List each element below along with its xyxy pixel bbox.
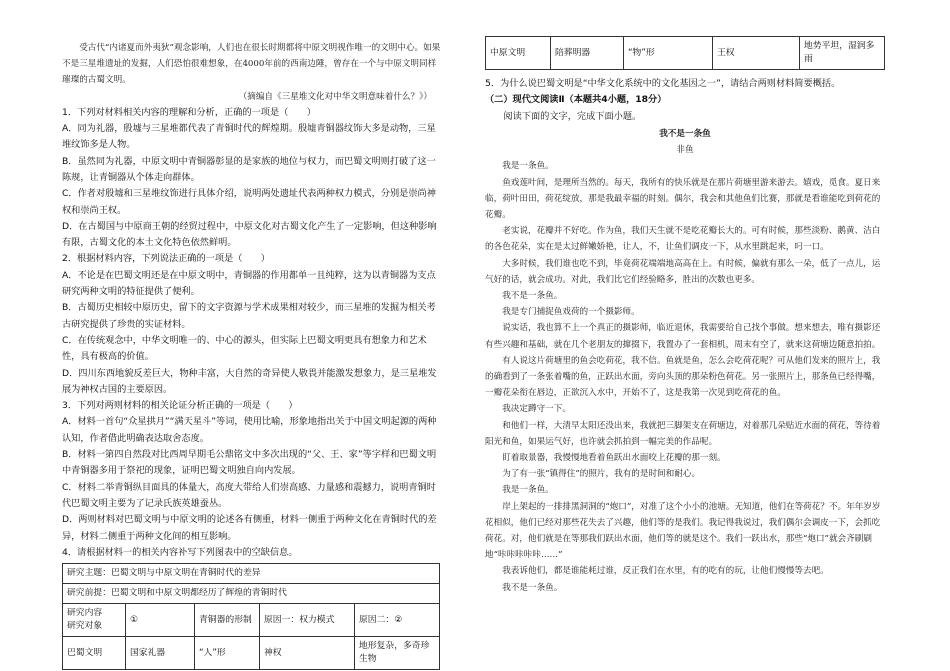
story-paragraph: 有人说这片荷塘里的鱼会吃荷花，我不信。鱼就是鱼，怎么会吃荷花呢？可从他们发来的照片上，我的确看到了一条张着嘴的鱼，正跃出水面，旁向头顶的那朵粉色荷花。另一张照片上，那条鱼已经得嘴，一瓣花朵衔在唇边，正欲沉入水中，开始不了，这是我第一次见到吃荷花的鱼。: [485, 355, 881, 399]
question-1-stem: 1．下列对材料相关内容的理解和分析，正确的一项是（ ）: [62, 106, 316, 118]
question-2-stem: 2．根据材料内容，下列说法正确的一项是（ ）: [62, 253, 270, 265]
q1-option-b[interactable]: B．虽然同为礼器，中原文明中青铜器彰显的是家族的地位与权力，而巴蜀文明则打破了这一陈规，让青铜器从个体走向群体。: [62, 155, 436, 183]
row-zhongyuan-object: 中原文明: [486, 37, 551, 70]
header-content-object: 研究内容 研究对象: [63, 604, 126, 637]
question-1: [62, 105, 442, 252]
header-reason-2[interactable]: 原因二：②: [355, 604, 440, 637]
q2-option-d[interactable]: D．四川东西地貌反差巨大，物种丰富，大自然的奇异使人敬畏并能激发想象力，是三星堆发展为神权古国的主要原因。: [62, 367, 437, 395]
header-blank-1[interactable]: ①: [126, 604, 195, 637]
q1-option-c[interactable]: C．作者对殷墟和三星堆纹饰进行具体介绍，说明两处遗址代表两种权力模式，分别是崇尚神权和崇尚王权。: [62, 188, 436, 216]
row-zhongyuan-reason: 地势平坦，湿润多雨: [800, 37, 885, 70]
research-table: [62, 563, 440, 670]
story-paragraph: 我不是一条鱼。: [502, 290, 563, 301]
q1-option-d[interactable]: D．在古蜀国与中原商王朝的经贸过程中，中原文化对古蜀文化产生了一定影响，但这种影响有限，古蜀文化的本土文化特色依然鲜明。: [62, 220, 437, 249]
q3-option-d[interactable]: D．两则材料对巴蜀文明与中原文明的论述各有侧重，材料一侧重于两种文化在青铜时代的差异，材料二侧重于两种文化间的相互影响。: [62, 514, 437, 542]
story-author: 非鱼: [676, 145, 694, 156]
section-2: [485, 92, 885, 125]
question-2: [62, 251, 442, 398]
question-3-stem: 3．下列对两则材料的相关论证分析正确的一项是（ ）: [62, 400, 298, 412]
story-paragraph: 我是一条鱼。: [502, 485, 554, 496]
left-column: [62, 0, 442, 670]
question-5-stem: 5．为什么说巴蜀文明是“中华文化系统中的文化基因之一”，请结合两则材料简要概括。: [485, 78, 841, 89]
header-reason-1: 原因一：权力模式: [260, 604, 355, 637]
row-bashu-content: 国家礼器: [126, 637, 195, 670]
story-paragraph: 岸上架起的一排排黑洞洞的“炮口”，对准了这个小小的池塘。无知道，他们在等荷花？不。年年岁岁花相似，他们已经对那些花失去了兴趣，他们等的是我们。我记得我说过，我们偶尔会调皮一下，会抓吃荷花。对，他们就是在等那我们跃出水面，他们等的就是这个。我们一跃出水，那些“炮口”就会齐刷刷地“咔咔咔咔咔……”: [485, 501, 881, 561]
story-paragraph: 我是专门捕捉鱼戏荷的一个摄影师。: [502, 307, 640, 318]
source-citation: （摘编自《三星堆文化对中华文明意味着什么？》）: [238, 91, 432, 102]
intro-paragraph: 受古代“内诸夏而外夷狄”观念影响，人们也在很长时期都将中原文明视作唯一的文明中心。如果不是三星堆遗址的发掘，人们恐怕很难想象，在4000年前的西南边陲，曾存在一个与中原文明同样璀璨的古蜀文明。: [62, 43, 441, 86]
story-paragraph: 鱼戏莲叶间，是理所当然的。每天，我所有的快乐就是在那片荷塘里游来游去。嬉戏，觅食。夏日来临，荷叶田田，荷花绽放，那是我最幸福的时刻。偶尔，我会和其他鱼们比赛，那就是看谁能吃到荷花的花瓣。: [485, 177, 881, 220]
story-paragraph: 我不是一条鱼。: [502, 582, 563, 593]
story-paragraph: 说实话，我也算不上一个真正的摄影师，临近退休，我需要给自己找个事做。想来想去，唯有摄影还有些兴趣和基础，就在几个老朋友的撺掇下，我置办了一套相机，周末有空了，就来这荷塘边随意拍拍。: [485, 323, 881, 350]
research-table-continued: [485, 36, 885, 70]
q2-option-b[interactable]: B．古蜀历史相较中原历史，留下的文字资源与学术成果相对较少，而三星堆的发掘为相关考古研究提供了珍贵的实证材料。: [62, 302, 436, 330]
q2-option-a[interactable]: A．不论是在巴蜀文明还是在中原文明中，青铜器的作用都单一且纯粹，这为以青铜器为支点研究两种文明的特征提供了便利。: [62, 269, 436, 298]
q1-option-a[interactable]: A．同为礼器，殷墟与三星堆都代表了青铜时代的辉煌期。殷墟青铜器纹饰大多是动物，三星堆纹饰多是人物。: [62, 123, 436, 151]
q3-option-c[interactable]: C．材料二举青铜纵目面具的体量大，高度大带给人们崇高感、力量感和震撼力，说明青铜时代巴蜀文明主要为了记录氏族英雄蚕丛。: [62, 481, 436, 509]
row-bashu-object: 巴蜀文明: [63, 637, 126, 670]
story-title: 我不是一条鱼: [659, 128, 711, 139]
q2-option-c[interactable]: C．在传统观念中，中华文明唯一的、中心的源头，但实际上巴蜀文明更具有想象力和艺术性，具有极高的价值。: [62, 334, 427, 363]
story-paragraph: 我表诉他们，都是谁能耗过谁，反正我们在水里，有的吃有的玩，让他们慢慢等去吧。: [502, 566, 829, 577]
row-bashu-power: 神权: [260, 637, 355, 670]
q3-option-a[interactable]: A．材料一首句“众星拱月”“满天星斗”等词，使用比喻，形象地指出关于中国文明起源的两种认知，作者借此明确表达取舍态度。: [62, 416, 437, 444]
question-5: [485, 76, 885, 92]
header-bronze-form: 青铜器的形制: [195, 604, 260, 637]
research-topic-cell: 研究主题：巴蜀文明与中原文明在青铜时代的差异: [63, 564, 440, 584]
question-4-stem: 4．请根据材料一的相关内容补写下列图表中的空缺信息。: [62, 546, 298, 558]
row-zhongyuan-power: 王权: [713, 37, 800, 70]
section-2-heading: （二）现代文阅读Ⅱ（本题共4小题，18分）: [485, 94, 667, 106]
story-paragraph: 大多时候，我们谁也吃不到，毕竟荷花端端地高高在上。有时候，偏就有那么一朵，低了一点儿，运气好的话，就会成功。对此，我们比它们经验略多，胜出的次数也更多。: [485, 258, 881, 285]
story-paragraph: 为了有一张“镇得住”的照片，我有的是时间和耐心。: [502, 469, 701, 480]
research-premise-cell: 研究前提：巴蜀文明和中原文明都经历了辉煌的青铜时代: [63, 584, 440, 604]
row-bashu-form: “人”形: [195, 637, 260, 670]
story: [485, 126, 885, 596]
row-zhongyuan-content: 陪葬明器: [551, 37, 624, 70]
question-3: [62, 398, 442, 545]
story-paragraph: 盯着取景器，我慢慢地看着鱼跃出水面咬上花瓣的那一刻。: [502, 452, 726, 463]
story-paragraph: 老实说，花瓣并不好吃。作为鱼，我们天生就不是吃花瓣长大的。可有时候，那些淡粉、鹅黄、洁白的各色花朵，实在是太过鲜嫩娇艳，让人，不，让鱼们调皮一下，从水里跳起来，叼一口。: [485, 226, 881, 253]
row-zhongyuan-form: “物”形: [624, 37, 713, 70]
story-paragraph: 我是一条鱼。: [502, 161, 554, 172]
story-paragraph: 和他们一样，大清早太阳还没出来，我就把三脚架支在荷塘边，对着那几朵贴近水面的荷花，等待着阳光和鱼，如果运气好，也许就会抓拍到一幅完美的作品呢。: [485, 420, 881, 447]
right-column: [485, 0, 885, 596]
story-paragraph: 我决定蹲守一下。: [502, 404, 571, 415]
question-4: [62, 545, 442, 670]
q3-option-b[interactable]: B．材料一第四自然段对比西周早期毛公鼎铭文中多次出现的“父、王、家”等字样和巴蜀文明中青铜器多用于祭祀的现象，证明巴蜀文明独自向内发展。: [62, 449, 437, 477]
row-bashu-reason: 地形复杂，多奇珍生物: [355, 637, 440, 670]
reading-instruction: 阅读下面的文字，完成下面小题。: [503, 110, 642, 122]
